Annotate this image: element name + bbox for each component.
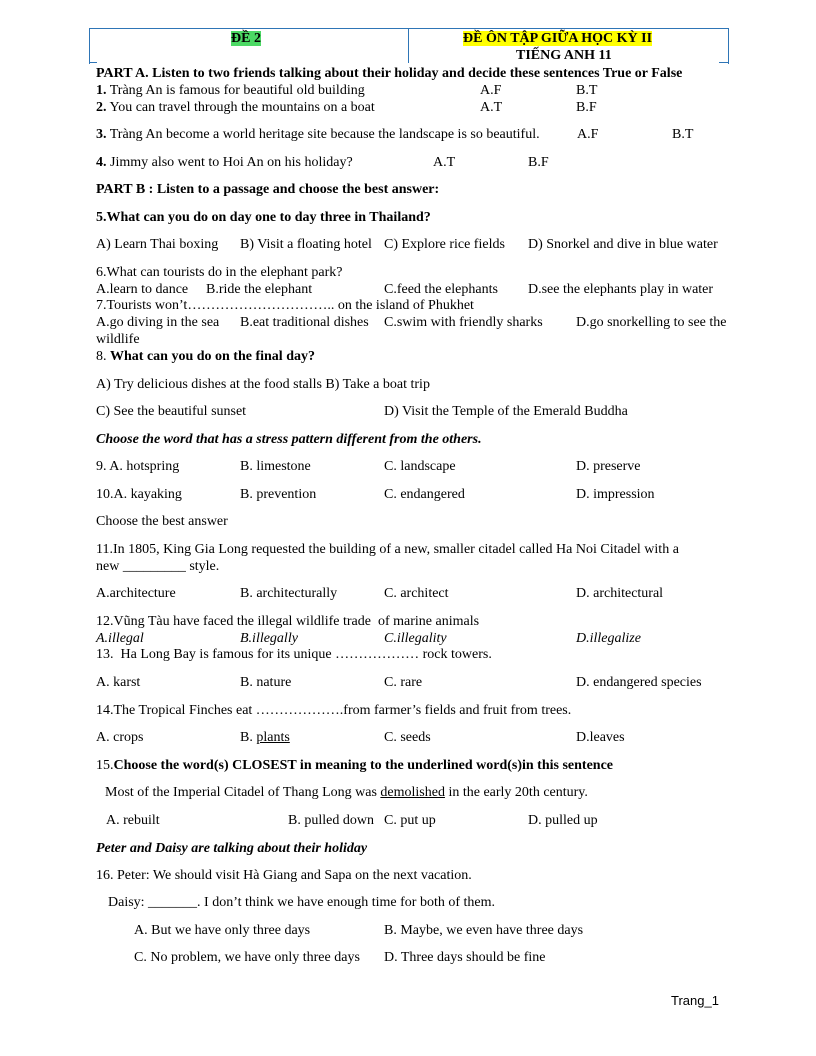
underlined-word: plants	[256, 730, 290, 745]
q10-option-c: C. endangered	[384, 487, 465, 502]
exam-code-text: ĐỀ 2	[231, 31, 261, 46]
q16-option-b: B. Maybe, we even have three days	[384, 923, 584, 938]
q9-option-a: 9. A. hotspring	[96, 459, 180, 474]
q8-options-ab: A) Try delicious dishes at the food stalls B) Take a boat trip	[96, 377, 430, 392]
q13-option-a: A. karst	[96, 675, 141, 690]
question-6: 6.What can tourists do in the elephant park?	[96, 265, 343, 280]
question-12: 12.Vũng Tàu have faced the illegal wildlife trade of marine animals	[96, 614, 480, 629]
question-text: You can travel through the mountains on a boat	[106, 100, 375, 115]
q3-option-b: B.T	[672, 127, 694, 142]
exam-subtitle: TIẾNG ANH 11	[516, 48, 612, 63]
q4-option-a: A.T	[433, 155, 456, 170]
question-text: Tràng An become a world heritage site because the landscape is so beautiful.	[106, 127, 540, 142]
q7-option-b: B.eat traditional dishes	[240, 315, 369, 330]
question-1	[96, 82, 365, 99]
header-bottom-left-rule	[89, 62, 97, 63]
q9-option-c: C. landscape	[384, 459, 456, 474]
question-15-sentence	[105, 784, 588, 801]
q14-option-c: C. seeds	[384, 730, 431, 745]
q7-option-d-continued: wildlife	[96, 332, 140, 347]
q10-option-d: D. impression	[576, 487, 655, 502]
question-3	[96, 126, 540, 143]
q14-option-a: A. crops	[96, 730, 144, 745]
q13-option-b: B. nature	[240, 675, 292, 690]
q16-option-c: C. No problem, we have only three days	[134, 950, 360, 965]
q5-option-b: B) Visit a floating hotel	[240, 237, 372, 252]
q6-option-c: C.feed the elephants	[384, 282, 498, 297]
q11-option-c: C. architect	[384, 586, 449, 601]
q5-option-a: A) Learn Thai boxing	[96, 237, 219, 252]
question-number: 2.	[96, 100, 107, 115]
q8-option-d: D) Visit the Temple of the Emerald Buddha	[384, 404, 628, 419]
q13-option-c: C. rare	[384, 675, 423, 690]
q13-option-d: D. endangered species	[576, 675, 702, 690]
q11-option-d: D. architectural	[576, 586, 664, 601]
sentence-start: Most of the Imperial Citadel of Thang Long was	[105, 785, 381, 800]
q6-option-b: B.ride the elephant	[206, 282, 313, 297]
page-number: Trang_1	[671, 993, 719, 1008]
q4-option-b: B.F	[528, 155, 549, 170]
q16-option-a: A. But we have only three days	[134, 923, 311, 938]
stress-heading: Choose the word that has a stress pattern different from the others.	[96, 432, 482, 447]
question-11-line1: 11.In 1805, King Gia Long requested the building of a new, smaller citadel called Ha Noi Citadel with a	[96, 542, 679, 557]
q15-option-b: B. pulled down	[288, 813, 374, 828]
question-number: 4.	[96, 155, 107, 170]
q16-option-d: D. Three days should be fine	[384, 950, 546, 965]
q7-option-c: C.swim with friendly sharks	[384, 315, 543, 330]
q6-option-a: A.learn to dance	[96, 282, 189, 297]
q15-option-d: D. pulled up	[528, 813, 598, 828]
question-text: What can you do on the final day?	[110, 349, 315, 364]
question-text: Choose the word(s) CLOSEST in meaning to the underlined word(s)in this sentence	[113, 758, 614, 773]
q9-option-b: B. limestone	[240, 459, 311, 474]
question-13: 13. Ha Long Bay is famous for its unique ……………… rock towers.	[96, 647, 492, 662]
q8-option-c: C) See the beautiful sunset	[96, 404, 247, 419]
q12-option-b: B.illegally	[240, 631, 298, 646]
question-16-daisy: Daisy: _______. I don’t think we have enough time for both of them.	[108, 895, 496, 910]
q11-option-a: A.architecture	[96, 586, 176, 601]
question-8	[96, 348, 315, 365]
q15-option-c: C. put up	[384, 813, 436, 828]
q1-option-a: A.F	[480, 83, 502, 98]
question-number: 3.	[96, 127, 107, 142]
question-16-peter: 16. Peter: We should visit Hà Giang and Sapa on the next vacation.	[96, 868, 472, 883]
q10-option-a: 10.A. kayaking	[96, 487, 182, 502]
q7-option-a: A.go diving in the sea	[96, 315, 220, 330]
q9-option-d: D. preserve	[576, 459, 641, 474]
q6-option-d: D.see the elephants play in water	[528, 282, 714, 297]
part-a-heading: PART A. Listen to two friends talking about their holiday and decide these sentences True or False	[96, 66, 683, 81]
q1-option-b: B.T	[576, 83, 598, 98]
q7-option-d: D.go snorkelling to see the	[576, 315, 727, 330]
q14-option-b	[240, 729, 290, 746]
part-b-heading: PART B : Listen to a passage and choose the best answer:	[96, 182, 440, 197]
q12-option-c: C.illegality	[384, 631, 447, 646]
question-7: 7.Tourists won’t………………………….. on the island of Phukhet	[96, 298, 474, 313]
q2-option-b: B.F	[576, 100, 597, 115]
exam-title-text: ĐỀ ÔN TẬP GIỮA HỌC KỲ II	[463, 31, 653, 46]
question-14: 14.The Tropical Finches eat ……………….from farmer’s fields and fruit from trees.	[96, 703, 572, 718]
underlined-word: demolished	[380, 785, 445, 800]
q5-option-d: D) Snorkel and dive in blue water	[528, 237, 718, 252]
question-number: 15.	[96, 758, 114, 773]
question-text: Jimmy also went to Hoi An on his holiday?	[106, 155, 353, 170]
best-answer-heading: Choose the best answer	[96, 514, 228, 529]
option-letter: B.	[240, 730, 257, 745]
q11-option-b: B. architecturally	[240, 586, 338, 601]
q12-option-d: D.illegalize	[576, 631, 641, 646]
exam-code	[231, 30, 261, 47]
header-bottom-right-rule	[719, 62, 728, 63]
q15-option-a: A. rebuilt	[106, 813, 160, 828]
question-5: 5.What can you do on day one to day three in Thailand?	[96, 210, 431, 225]
question-2	[96, 99, 375, 116]
q3-option-a: A.F	[577, 127, 599, 142]
question-text: Tràng An is famous for beautiful old building	[106, 83, 365, 98]
exam-title	[463, 30, 652, 47]
q14-option-d: D.leaves	[576, 730, 625, 745]
dialogue-heading: Peter and Daisy are talking about their holiday	[96, 841, 368, 856]
question-4	[96, 154, 353, 171]
q2-option-a: A.T	[480, 100, 503, 115]
sentence-end: in the early 20th century.	[444, 785, 588, 800]
question-15-heading	[96, 757, 613, 774]
question-number: 8.	[96, 349, 110, 364]
q5-option-c: C) Explore rice fields	[384, 237, 505, 252]
question-11-line2: new _________ style.	[96, 559, 220, 574]
question-number: 1.	[96, 83, 107, 98]
q10-option-b: B. prevention	[240, 487, 317, 502]
q12-option-a: A.illegal	[96, 631, 144, 646]
header-divider	[408, 28, 409, 63]
